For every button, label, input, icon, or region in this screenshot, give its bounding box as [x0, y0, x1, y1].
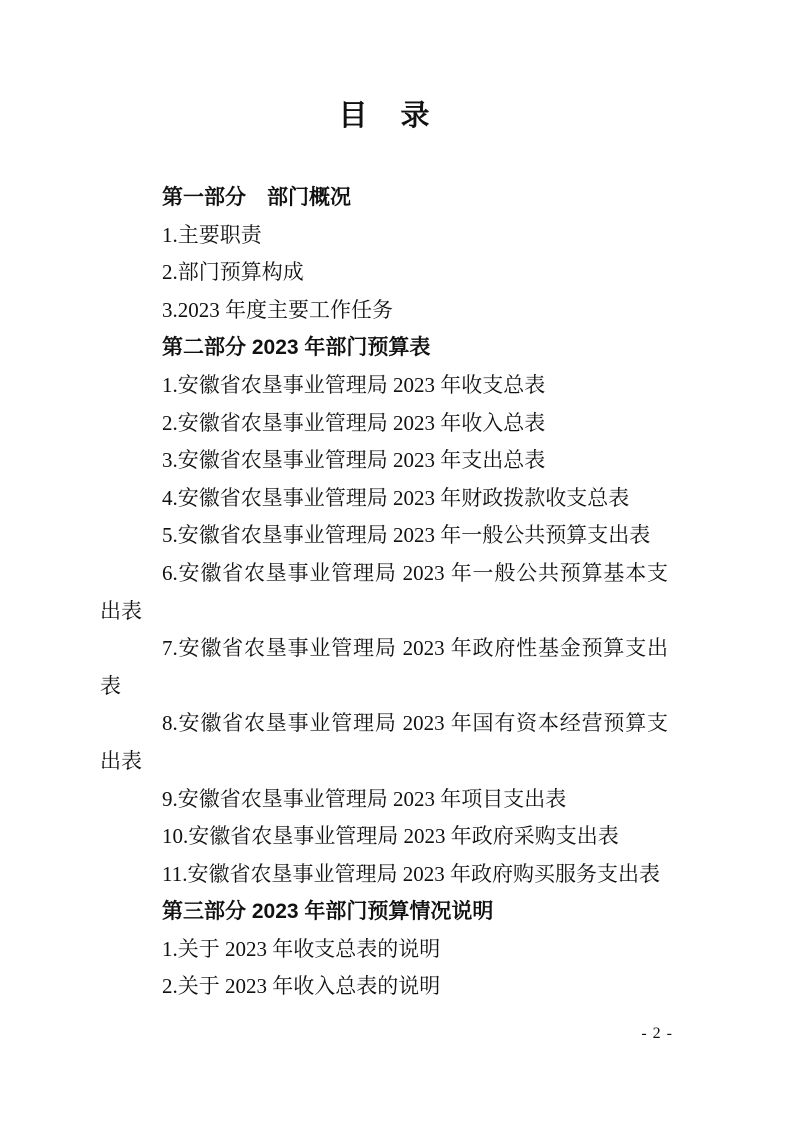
toc-item: 2.关于 2023 年收入总表的说明: [162, 974, 441, 999]
toc-item: 3.2023 年度主要工作任务: [162, 297, 393, 322]
toc-item: 10.安徽省农垦事业管理局 2023 年政府采购支出表: [162, 824, 619, 849]
toc-item: 1.关于 2023 年收支总表的说明: [162, 936, 441, 961]
toc-item: 3.安徽省农垦事业管理局 2023 年支出总表: [162, 448, 546, 473]
toc-item: 8.安徽省农垦事业管理局 2023 年国有资本经营预算支出表: [100, 711, 668, 773]
toc-item: 11.安徽省农垦事业管理局 2023 年政府购买服务支出表: [162, 861, 660, 886]
toc-item: 9.安徽省农垦事业管理局 2023 年项目支出表: [162, 786, 567, 811]
page-number: - 2 -: [641, 1025, 673, 1042]
toc-item: 2.部门预算构成: [162, 260, 304, 285]
toc-item: 7.安徽省农垦事业管理局 2023 年政府性基金预算支出表: [100, 636, 668, 698]
toc-item: 6.安徽省农垦事业管理局 2023 年一般公共预算基本支出表: [100, 560, 668, 623]
toc-section-heading-part1: 第一部分 部门概况: [162, 186, 351, 209]
toc-title: 目 录: [338, 100, 432, 132]
toc-section-heading-part3: 第三部分 2023 年部门预算情况说明: [162, 900, 494, 924]
toc-item: 5.安徽省农垦事业管理局 2023 年一般公共预算支出表: [162, 523, 651, 548]
toc-item: 1.安徽省农垦事业管理局 2023 年收支总表: [162, 372, 546, 397]
table-of-contents: [100, 179, 668, 1006]
toc-item: 1.主要职责: [162, 222, 262, 247]
toc-section-heading-part2: 第二部分 2023 年部门预算表: [162, 336, 431, 360]
toc-item: 2.安徽省农垦事业管理局 2023 年收入总表: [162, 410, 546, 435]
toc-item: 4.安徽省农垦事业管理局 2023 年财政拨款收支总表: [162, 485, 630, 510]
